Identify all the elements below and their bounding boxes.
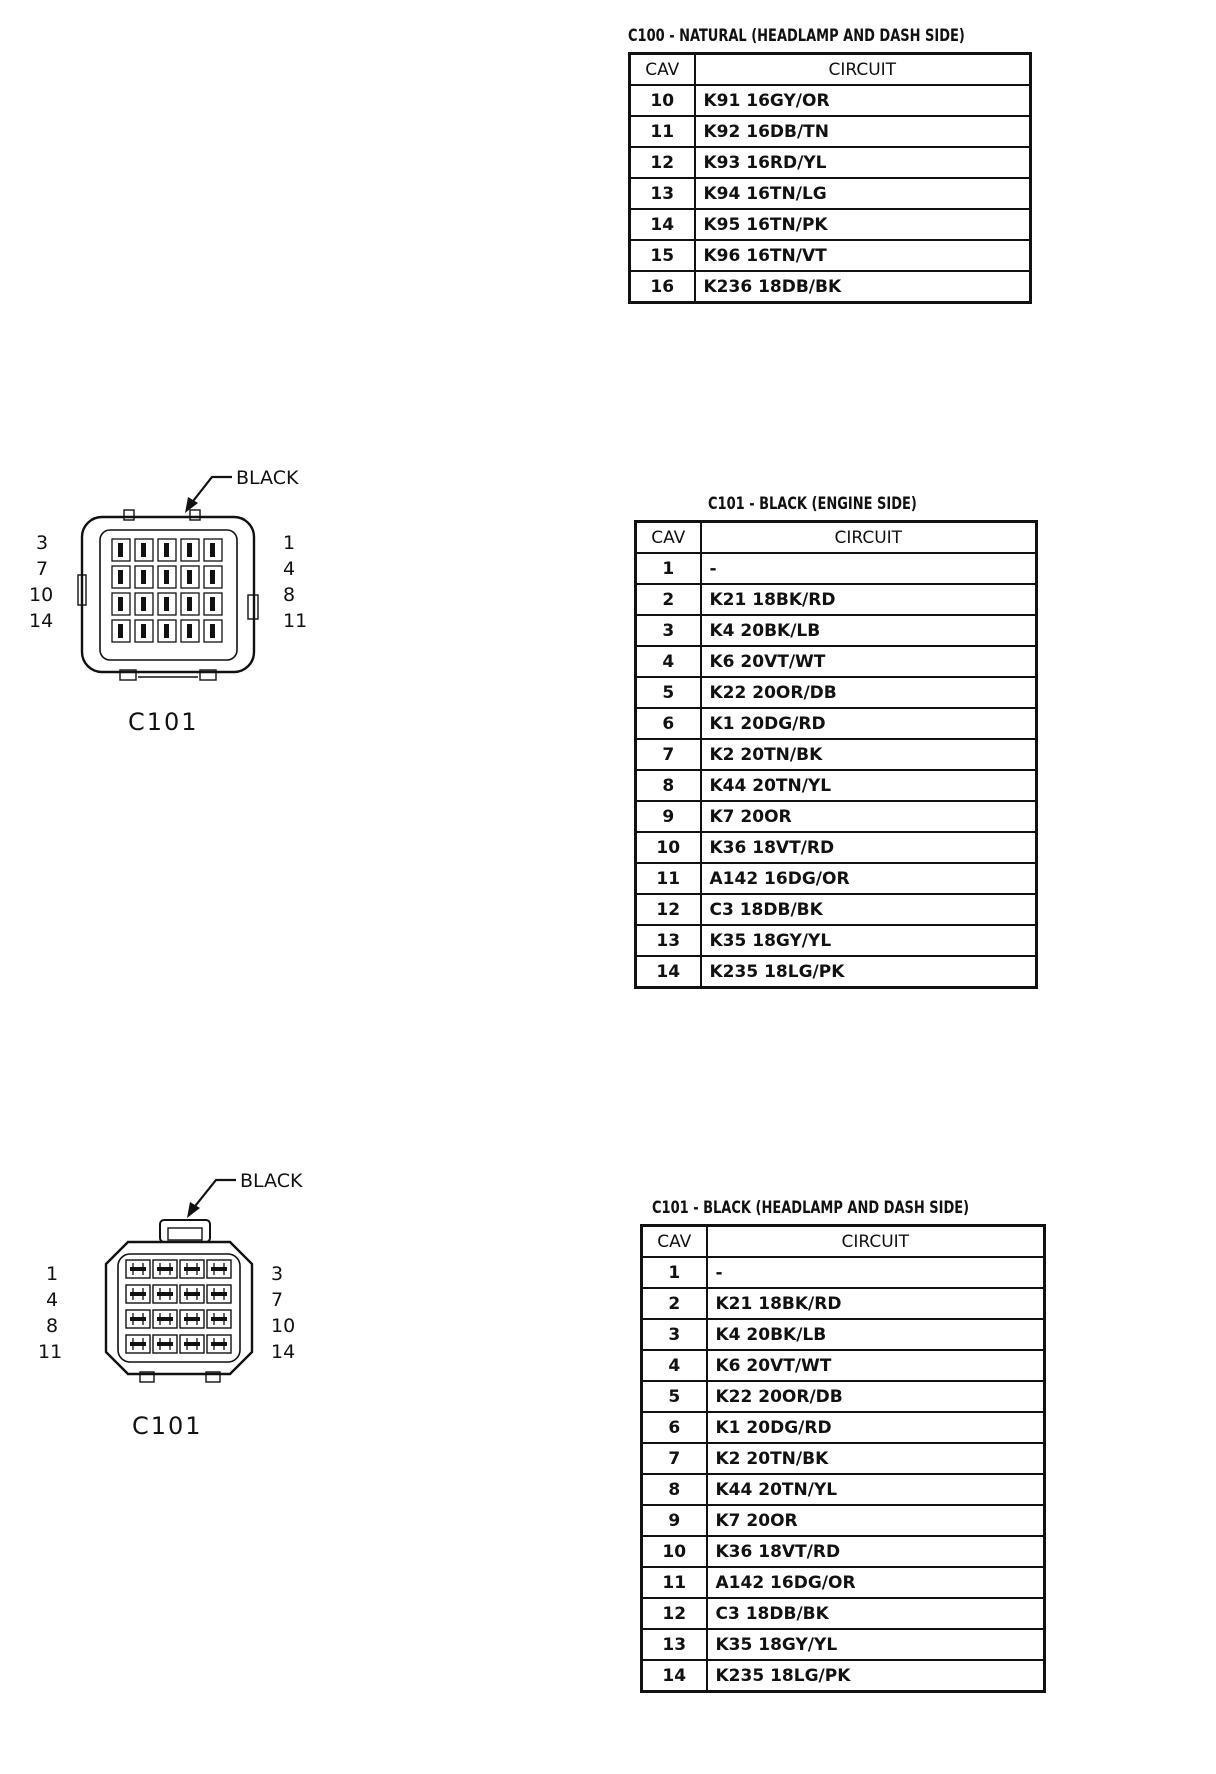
circuit-cell: K235 18LG/PK [707, 1660, 1045, 1692]
circuit-cell: K1 20DG/RD [701, 708, 1037, 739]
terminal-slot [118, 570, 123, 584]
latch-tab [124, 510, 134, 520]
circuit-cell: K7 20OR [707, 1505, 1045, 1536]
c101-headlamp-dash-side-connector-diagram [20, 1158, 340, 1458]
pin-label-right-bottom: 14 [271, 1341, 296, 1363]
c101-headlamp-dash-side-pinout-table [640, 1224, 1046, 1693]
circuit-cell: K21 18BK/RD [707, 1288, 1045, 1319]
c100-table-block [628, 26, 1032, 304]
cav-cell: 5 [642, 1381, 707, 1412]
table-header-row [636, 522, 1037, 554]
table-row [636, 553, 1037, 584]
pin-label-left-top: 3 [36, 532, 49, 554]
circuit-cell: K235 18LG/PK [701, 956, 1037, 988]
terminal-slot [141, 597, 146, 611]
pin-label-left-top: 1 [46, 1263, 59, 1285]
pin-label-right-3: 8 [283, 584, 296, 606]
table-header-row [630, 54, 1031, 86]
terminal-slot [210, 543, 215, 557]
circuit-cell: - [707, 1257, 1045, 1288]
cav-cell: 7 [642, 1443, 707, 1474]
table-row [630, 209, 1031, 240]
table-row [642, 1443, 1045, 1474]
circuit-cell: K236 18DB/BK [695, 271, 1031, 303]
cav-cell: 9 [642, 1505, 707, 1536]
table-row [642, 1598, 1045, 1629]
table-row [636, 739, 1037, 770]
circuit-cell: K93 16RD/YL [695, 147, 1031, 178]
circuit-cell: C3 18DB/BK [701, 894, 1037, 925]
column-header-cav: CAV [642, 1226, 707, 1258]
cav-cell: 15 [630, 240, 695, 271]
table-header-row [642, 1226, 1045, 1258]
table-row [636, 863, 1037, 894]
terminal-slot [187, 543, 192, 557]
circuit-cell: K36 18VT/RD [707, 1536, 1045, 1567]
column-header-circuit: CIRCUIT [701, 522, 1037, 554]
table-row [642, 1660, 1045, 1692]
circuit-cell: K21 18BK/RD [701, 584, 1037, 615]
pin-label-left-3: 8 [46, 1315, 59, 1337]
pin-label-left-2: 4 [46, 1289, 59, 1311]
pin-label-right-2: 4 [283, 558, 296, 580]
table-row [636, 894, 1037, 925]
cav-cell: 12 [642, 1598, 707, 1629]
pin-label-left-3: 10 [29, 584, 54, 606]
circuit-cell: K44 20TN/YL [707, 1474, 1045, 1505]
table-row [636, 677, 1037, 708]
terminal-slot [210, 570, 215, 584]
cav-cell: 10 [642, 1536, 707, 1567]
circuit-cell: K22 20OR/DB [701, 677, 1037, 708]
connector-name: C101 [132, 1412, 203, 1440]
terminal-slot [141, 624, 146, 638]
circuit-cell: K91 16GY/OR [695, 85, 1031, 116]
connector-housing-outline [106, 1242, 252, 1374]
terminal-slot [164, 624, 169, 638]
table-row [642, 1536, 1045, 1567]
column-header-circuit: CIRCUIT [707, 1226, 1045, 1258]
cav-cell: 8 [636, 770, 701, 801]
table-row [642, 1567, 1045, 1598]
cav-cell: 14 [642, 1660, 707, 1692]
circuit-cell: K4 20BK/LB [701, 615, 1037, 646]
pin-label-right-top: 1 [283, 532, 296, 554]
cav-cell: 14 [636, 956, 701, 988]
cav-cell: 4 [636, 646, 701, 677]
circuit-cell: K35 18GY/YL [701, 925, 1037, 956]
cav-cell: 12 [636, 894, 701, 925]
terminal-slot [141, 543, 146, 557]
cav-cell: 13 [630, 178, 695, 209]
circuit-cell: K4 20BK/LB [707, 1319, 1045, 1350]
terminal-slot [187, 624, 192, 638]
table-row [630, 271, 1031, 303]
circuit-cell: A142 16DG/OR [701, 863, 1037, 894]
c101-engine-side-connector-diagram [20, 455, 340, 755]
terminal-slot [118, 624, 123, 638]
pin-label-right-3: 10 [271, 1315, 296, 1337]
c101-engine-side-table-block [634, 494, 1038, 989]
table-row [636, 832, 1037, 863]
table-row [636, 708, 1037, 739]
cav-cell: 13 [636, 925, 701, 956]
cav-cell: 3 [636, 615, 701, 646]
table-row [642, 1381, 1045, 1412]
terminal-slot [210, 597, 215, 611]
circuit-cell: K94 16TN/LG [695, 178, 1031, 209]
table-row [642, 1350, 1045, 1381]
circuit-cell: K7 20OR [701, 801, 1037, 832]
cav-cell: 1 [636, 553, 701, 584]
circuit-cell: K1 20DG/RD [707, 1412, 1045, 1443]
terminal-slot [187, 597, 192, 611]
circuit-cell: K2 20TN/BK [701, 739, 1037, 770]
pin-label-right-top: 3 [271, 1263, 284, 1285]
table-row [642, 1319, 1045, 1350]
cav-cell: 1 [642, 1257, 707, 1288]
cav-cell: 11 [642, 1567, 707, 1598]
connector-color-label: BLACK [236, 467, 299, 489]
cav-cell: 16 [630, 271, 695, 303]
circuit-cell: - [701, 553, 1037, 584]
c100-pinout-table [628, 52, 1032, 304]
cav-cell: 10 [636, 832, 701, 863]
pin-label-left-bottom: 11 [38, 1341, 63, 1363]
table-row [636, 925, 1037, 956]
table-row [642, 1474, 1045, 1505]
circuit-cell: K92 16DB/TN [695, 116, 1031, 147]
circuit-cell: K6 20VT/WT [701, 646, 1037, 677]
table-row [630, 147, 1031, 178]
cav-cell: 4 [642, 1350, 707, 1381]
cav-cell: 11 [630, 116, 695, 147]
circuit-cell: K35 18GY/YL [707, 1629, 1045, 1660]
column-header-cav: CAV [630, 54, 695, 86]
circuit-cell: K44 20TN/YL [701, 770, 1037, 801]
circuit-cell: K22 20OR/DB [707, 1381, 1045, 1412]
terminal-slot [164, 570, 169, 584]
circuit-cell: C3 18DB/BK [707, 1598, 1045, 1629]
latch-tab [190, 510, 200, 520]
table-title: C101 - BLACK (ENGINE SIDE) [708, 494, 917, 514]
table-title: C100 - NATURAL (HEADLAMP AND DASH SIDE) [628, 26, 965, 46]
pin-label-right-bottom: 11 [283, 610, 308, 632]
terminal-slot [118, 543, 123, 557]
cav-cell: 9 [636, 801, 701, 832]
c101-engine-side-pinout-table [634, 520, 1038, 989]
cav-cell: 3 [642, 1319, 707, 1350]
pointer-leader-line [192, 1180, 236, 1210]
table-row [642, 1257, 1045, 1288]
terminal-cavity-grid [112, 539, 222, 642]
table-row [642, 1288, 1045, 1319]
table-title: C101 - BLACK (HEADLAMP AND DASH SIDE) [652, 1198, 970, 1218]
terminal-slot [118, 597, 123, 611]
cav-cell: 13 [642, 1629, 707, 1660]
cav-cell: 6 [636, 708, 701, 739]
cav-cell: 11 [636, 863, 701, 894]
circuit-cell: A142 16DG/OR [707, 1567, 1045, 1598]
circuit-cell: K36 18VT/RD [701, 832, 1037, 863]
terminal-slot [141, 570, 146, 584]
circuit-cell: K2 20TN/BK [707, 1443, 1045, 1474]
table-row [642, 1412, 1045, 1443]
terminal-slot [210, 624, 215, 638]
table-row [636, 956, 1037, 988]
table-row [636, 584, 1037, 615]
column-header-circuit: CIRCUIT [695, 54, 1031, 86]
table-row [642, 1629, 1045, 1660]
table-row [642, 1505, 1045, 1536]
table-row [630, 178, 1031, 209]
terminal-cavity-grid [126, 1260, 231, 1353]
cav-cell: 2 [636, 584, 701, 615]
table-row [636, 770, 1037, 801]
pointer-leader-line [190, 477, 232, 505]
connector-name: C101 [128, 708, 199, 736]
cav-cell: 5 [636, 677, 701, 708]
pointer-arrowhead [187, 1202, 200, 1218]
pin-label-left-bottom: 14 [29, 610, 54, 632]
terminal-slot [164, 543, 169, 557]
cav-cell: 12 [630, 147, 695, 178]
cav-cell: 10 [630, 85, 695, 116]
table-row [630, 116, 1031, 147]
circuit-cell: K96 16TN/VT [695, 240, 1031, 271]
cav-cell: 14 [630, 209, 695, 240]
circuit-cell: K6 20VT/WT [707, 1350, 1045, 1381]
connector-housing-outline [82, 517, 254, 672]
cav-cell: 7 [636, 739, 701, 770]
table-row [636, 801, 1037, 832]
c101-headlamp-dash-side-table-block [640, 1198, 1046, 1693]
table-row [630, 240, 1031, 271]
connector-color-label: BLACK [240, 1170, 303, 1192]
column-header-cav: CAV [636, 522, 701, 554]
terminal-slot [187, 570, 192, 584]
circuit-cell: K95 16TN/PK [695, 209, 1031, 240]
cav-cell: 8 [642, 1474, 707, 1505]
cav-cell: 6 [642, 1412, 707, 1443]
table-row [636, 646, 1037, 677]
terminal-slot [164, 597, 169, 611]
table-row [636, 615, 1037, 646]
latch-window [168, 1228, 202, 1240]
pin-label-right-2: 7 [271, 1289, 284, 1311]
pin-label-left-2: 7 [36, 558, 49, 580]
table-row [630, 85, 1031, 116]
cav-cell: 2 [642, 1288, 707, 1319]
